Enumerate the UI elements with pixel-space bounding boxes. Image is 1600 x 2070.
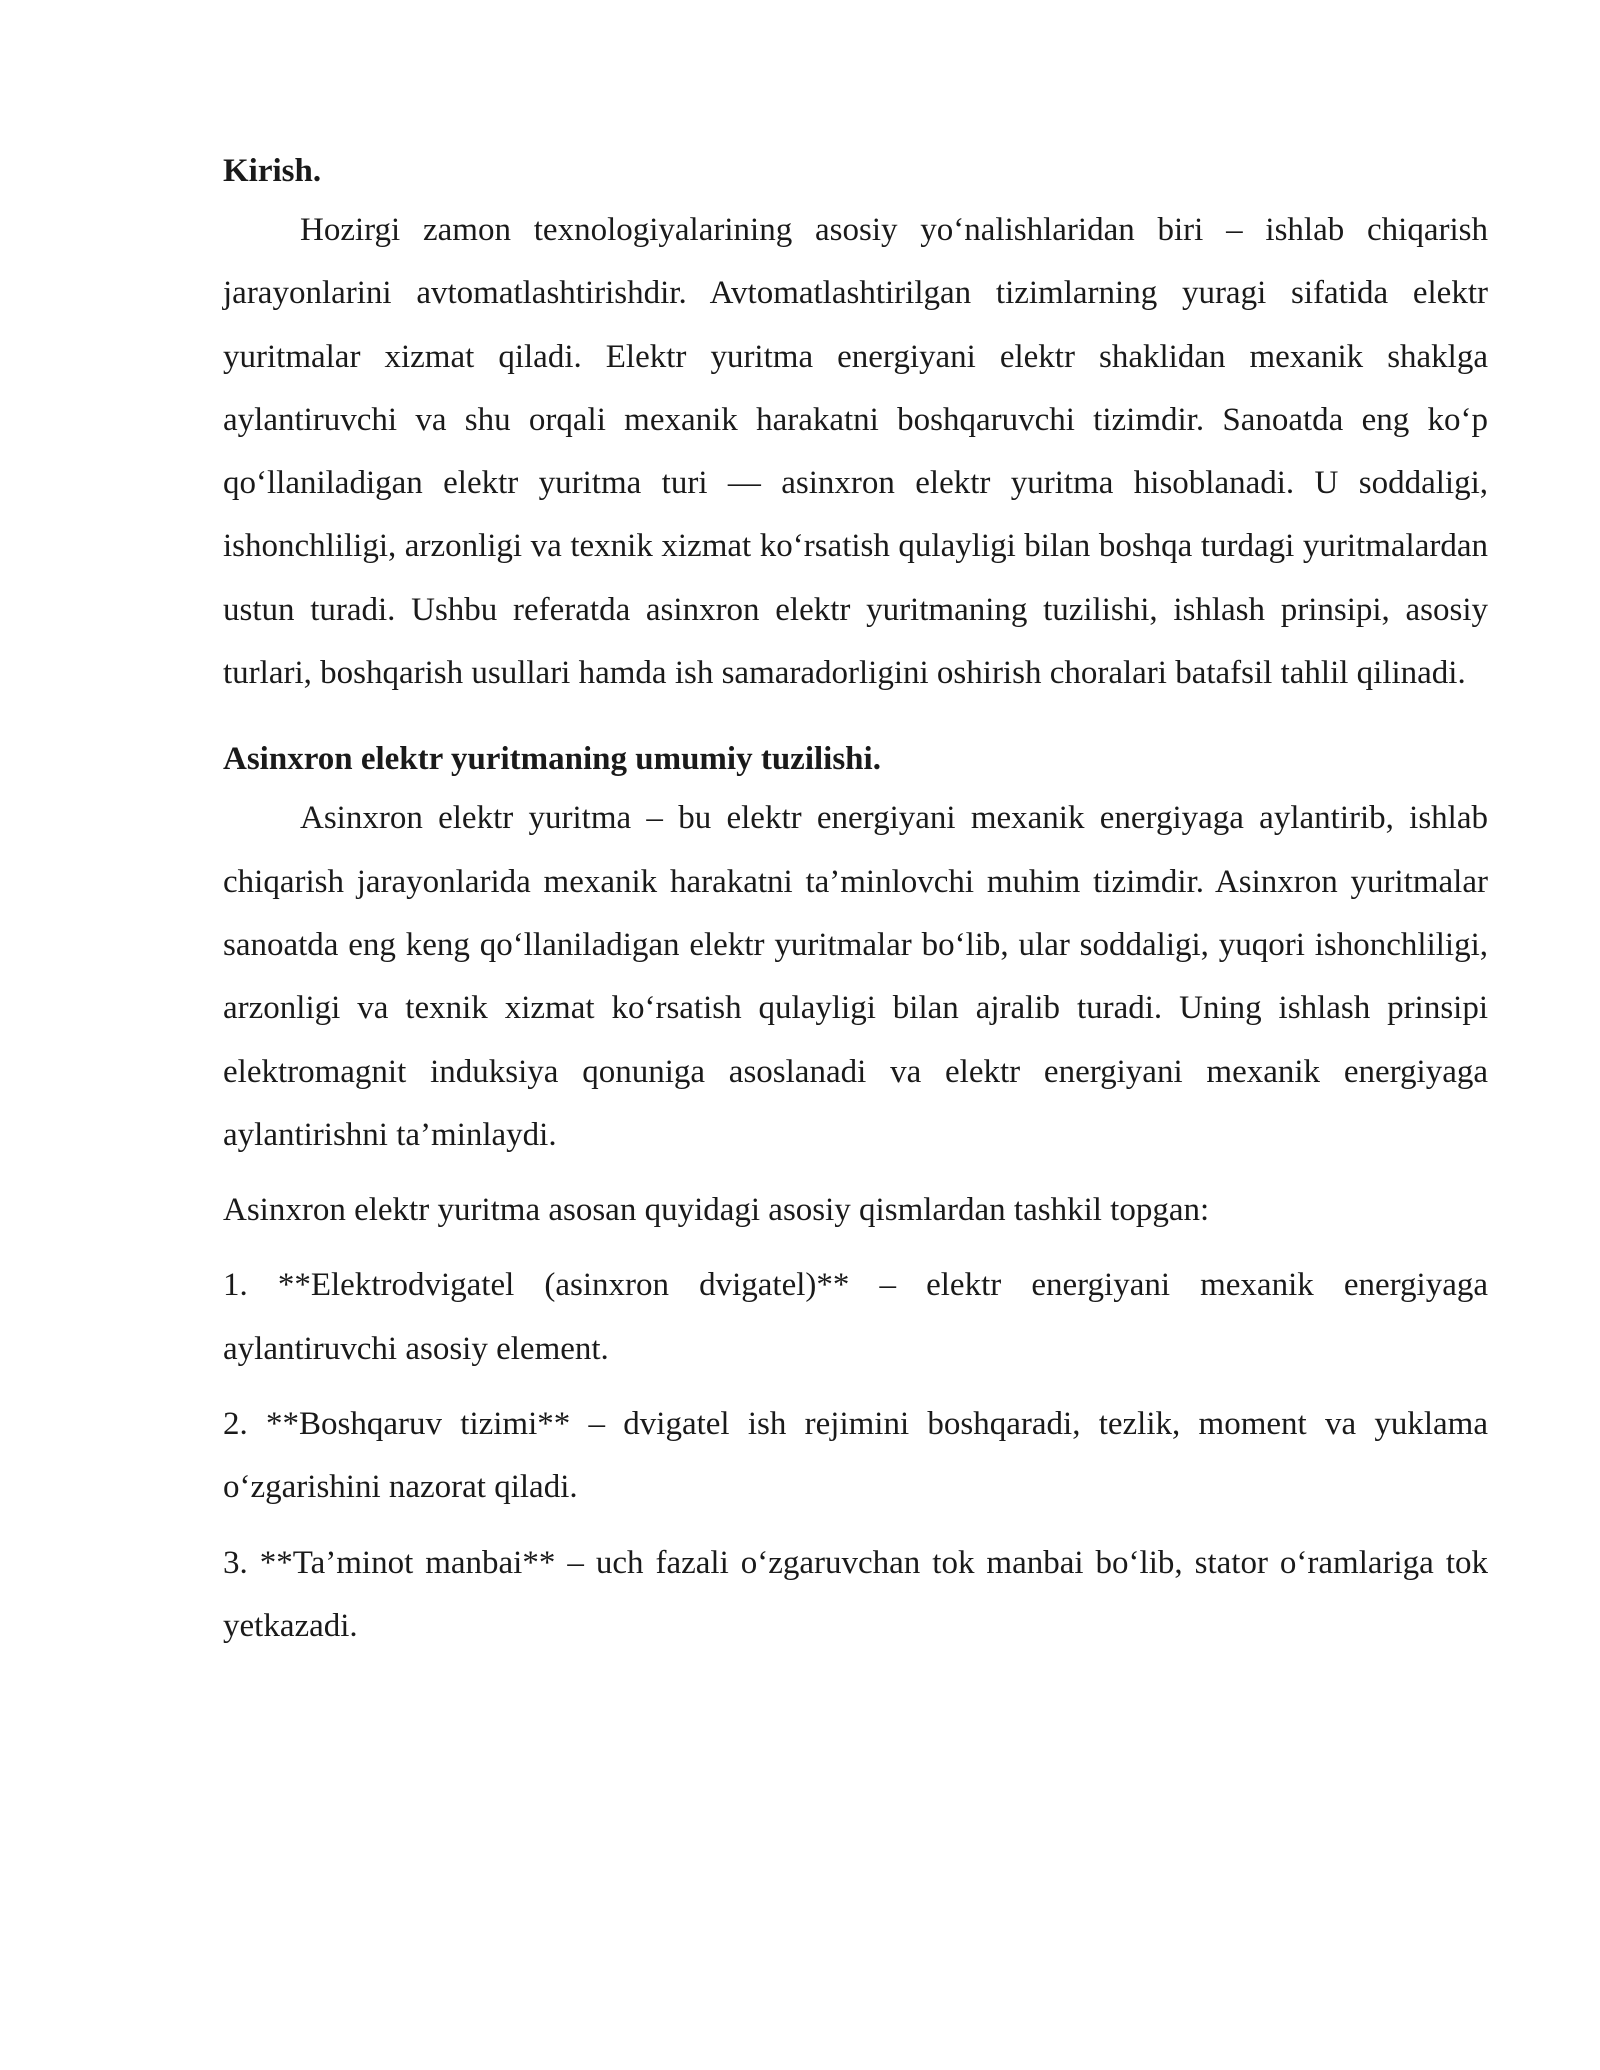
parts-intro-paragraph: Asinxron elektr yuritma asosan quyidagi asosiy qismlardan tashkil topgan: [223, 1192, 1210, 1229]
document-page [223, 143, 1488, 1658]
intro-paragraph: Hozirgi zamon texnologiyalarining asosiy yo‘nalishlaridan biri – ishlab chiqarish jarayonlarini avtomatlashtirishdir. Avtomatlashtirilgan tizimlarning yuragi sifatida elektr yuritmalar xizmat qiladi. Elektr yuritma energiyani elektr shaklidan mexanik shaklga aylantiruvchi va shu orqali mexanik harakatni boshqaruvchi tizimdir. Sanoatda eng ko‘p qo‘llaniladigan elektr yuritma turi — asinxron elektr yuritma hisoblanadi. U soddaligi, ishonchliligi, arzonligi va texnik xizmat ko‘rsatish qulayligi bilan boshqa turdagi yuritmalardan ustun turadi. Ushbu referatda asinxron elektr yuritmaning tuzilishi, ishlash prinsipi, asosiy turlari, boshqarish usullari hamda ish samaradorligini oshirish choralari batafsil tahlil qilinadi. [223, 212, 1488, 692]
list-item: 3. **Ta’minot manbai** – uch fazali o‘zgaruvchan tok manbai bo‘lib, stator o‘ramlariga tok yetkazadi. [223, 1544, 1488, 1644]
structure-paragraph: Asinxron elektr yuritma – bu elektr energiyani mexanik energiyaga aylantirib, ishlab chiqarish jarayonlarida mexanik harakatni ta’minlovchi muhim tizimdir. Asinxron yuritmalar sanoatda eng keng qo‘llaniladigan elektr yuritmalar bo‘lib, ular soddaligi, yuqori ishonchliligi, arzonligi va texnik xizmat ko‘rsatish qulayligi bilan ajralib turadi. Uning ishlash prinsipi elektromagnit induksiya qonuniga asoslanadi va elektr energiyani mexanik energiyaga aylantirishni ta’minlaydi. [223, 800, 1488, 1153]
section-heading-kirish: Kirish. [223, 153, 322, 189]
list-item: 1. **Elektrodvigatel (asinxron dvigatel)** – elektr energiyani mexanik energiyaga aylantiruvchi asosiy element. [223, 1267, 1488, 1367]
list-item: 2. **Boshqaruv tizimi** – dvigatel ish rejimini boshqaradi, tezlik, moment va yuklama o‘zgarishini nazorat qiladi. [223, 1406, 1488, 1506]
section-heading-structure: Asinxron elektr yuritmaning umumiy tuzilishi. [223, 741, 881, 778]
